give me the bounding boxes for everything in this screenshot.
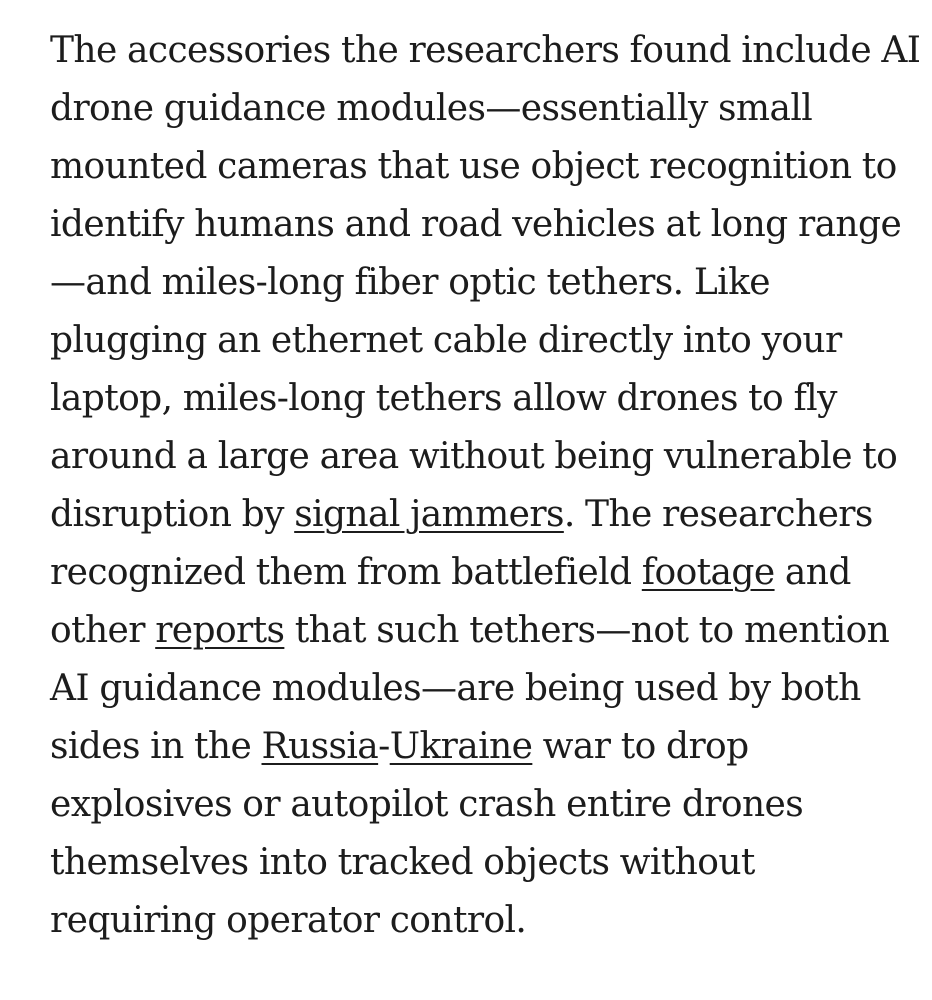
article-paragraph: [50, 22, 921, 950]
footage-link[interactable]: footage: [641, 552, 775, 593]
paragraph-line: themselves into tracked objects without: [50, 842, 755, 883]
paragraph-line: [50, 602, 900, 660]
paragraph-line: mounted cameras that use object recognition to: [50, 146, 897, 187]
text-segment: disruption by: [50, 494, 295, 535]
text-segment: sides in the: [50, 726, 262, 767]
text-segment: -: [378, 726, 390, 767]
paragraph-line: laptop, miles-long tethers allow drones to fly: [50, 378, 837, 419]
russia-link[interactable]: Russia: [261, 726, 379, 767]
reports-link[interactable]: reports: [155, 610, 285, 651]
text-segment: war to drop: [532, 726, 749, 767]
paragraph-line: The accessories the researchers found include AI: [50, 30, 921, 71]
paragraph-line: requiring operator control.: [50, 900, 527, 941]
text-segment: recognized them from battlefield: [50, 552, 642, 593]
text-segment: that such tethers—not to mention: [284, 610, 890, 651]
paragraph-line: AI guidance modules—are being used by both: [50, 668, 861, 709]
text-segment: . The researchers: [563, 494, 873, 535]
paragraph-line: [50, 544, 900, 602]
text-segment: other: [50, 610, 156, 651]
text-segment: and: [774, 552, 851, 593]
paragraph-line: drone guidance modules—essentially small: [50, 88, 813, 129]
paragraph-line: —and miles-long fiber optic tethers. Like: [50, 262, 770, 303]
signal-jammers-link[interactable]: signal jammers: [294, 494, 564, 535]
paragraph-line: around a large area without being vulnerable to: [50, 436, 898, 477]
paragraph-line: [50, 718, 900, 776]
paragraph-line: [50, 486, 900, 544]
paragraph-line: plugging an ethernet cable directly into your: [50, 320, 842, 361]
paragraph-line: identify humans and road vehicles at long range: [50, 204, 902, 245]
ukraine-link[interactable]: Ukraine: [389, 726, 533, 767]
paragraph-line: explosives or autopilot crash entire drones: [50, 784, 804, 825]
